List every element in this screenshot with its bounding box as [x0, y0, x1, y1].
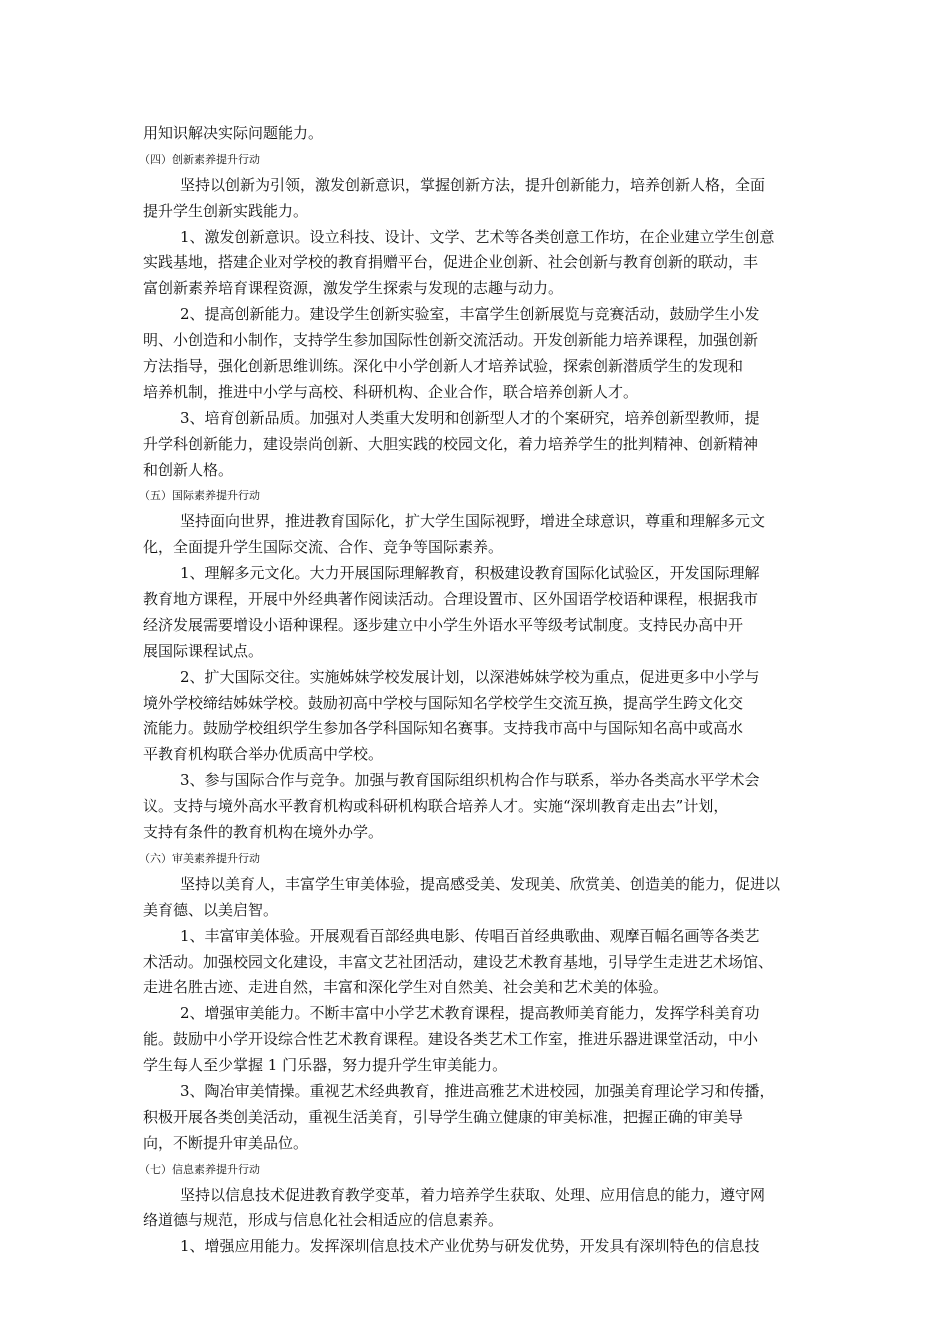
paragraph-first-line: 坚持以美育人，丰富学生审美体验，提高感受美、发现美、欣赏美、创造美的能力，促进以: [180, 874, 781, 893]
paragraph-first-line: 3、参与国际合作与竞争。加强与教育国际组织机构合作与联系，举办各类高水平学术会: [180, 771, 760, 790]
paragraph-first-line: 2、增强审美能力。不断丰富中小学艺术教育课程，提高教师美育能力，发挥学科美育功: [180, 1004, 760, 1023]
text-line: 提升学生创新实践能力。: [143, 201, 309, 220]
text-line: 走进名胜古迹、走进自然，丰富和深化学生对自然美、社会美和艺术美的体验。: [143, 978, 669, 997]
text-line: 支持有条件的教育机构在境外办学。: [143, 823, 384, 842]
section-heading: （五）国际素养提升行动: [139, 489, 260, 503]
text-line: 教育地方课程，开展中外经典著作阅读活动。合理设置市、区外国语学校语种课程，根据我市: [143, 590, 759, 609]
text-line: 境外学校缔结姊妹学校。鼓励初高中学校与国际知名学校学生交流互换，提高学生跨文化交: [143, 693, 744, 712]
text-line: 明、小创造和小制作，支持学生参加国际性创新交流活动。开发创新能力培养课程，加强创新: [143, 331, 759, 350]
text-line: 化，全面提升学生国际交流、合作、竞争等国际素养。: [143, 538, 504, 557]
text-line: 议。支持与境外高水平教育机构或科研机构联合培养人才。实施“深圳教育走出去”计划，: [143, 797, 729, 816]
text-line: 积极开展各类创美活动，重视生活美育，引导学生确立健康的审美标准，把握正确的审美导: [143, 1107, 744, 1126]
text-line: 方法指导，强化创新思维训练。深化中小学创新人才培养试验，探索创新潜质学生的发现和: [143, 357, 744, 376]
paragraph-first-line: 1、丰富审美体验。开展观看百部经典电影、传唱百首经典歌曲、观摩百幅名画等各类艺: [180, 926, 760, 945]
text-line: 富创新素养培育课程资源，激发学生探索与发现的志趣与动力。: [143, 279, 564, 298]
paragraph-first-line: 3、培育创新品质。加强对人类重大发明和创新型人才的个案研究，培养创新型教师，提: [180, 408, 760, 427]
text-line: 升学科创新能力，建设崇尚创新、大胆实践的校园文化，着力培养学生的批判精神、创新精神: [143, 434, 759, 453]
paragraph-first-line: 坚持以创新为引领，激发创新意识，掌握创新方法，提升创新能力，培养创新人格，全面: [180, 175, 766, 194]
paragraph-first-line: 2、扩大国际交往。实施姊妹学校发展计划，以深港姊妹学校为重点，促进更多中小学与: [180, 667, 760, 686]
section-heading: （六）审美素养提升行动: [139, 851, 260, 865]
text-line: 术活动。加强校园文化建设，丰富文艺社团活动，建设艺术教育基地，引导学生走进艺术场馆、: [143, 952, 774, 971]
text-line: 和创新人格。: [143, 460, 234, 479]
paragraph-first-line: 1、理解多元文化。大力开展国际理解教育，积极建设教育国际化试验区，开发国际理解: [180, 564, 760, 583]
paragraph-first-line: 坚持面向世界，推进教育国际化，扩大学生国际视野，增进全球意识，尊重和理解多元文: [180, 512, 766, 531]
document-page: [139, 121, 811, 1260]
text-line: 用知识解决实际问题能力。: [143, 124, 324, 142]
section-heading: （四）创新素养提升行动: [139, 152, 260, 166]
text-line: 实践基地，搭建企业对学校的教育捐赠平台，促进企业创新、社会创新与教育创新的联动，丰: [143, 253, 759, 272]
text-line: 培养机制，推进中小学与高校、科研机构、企业合作，联合培养创新人才。: [143, 382, 639, 401]
paragraph-first-line: 2、提高创新能力。建设学生创新实验室，丰富学生创新展览与竞赛活动，鼓励学生小发: [180, 305, 760, 324]
text-line: 学生每人至少掌握 1 门乐器，努力提升学生审美能力。: [143, 1056, 508, 1075]
text-line: 络道德与规范，形成与信息化社会相适应的信息素养。: [143, 1211, 504, 1230]
section-heading: （七）信息素养提升行动: [139, 1162, 260, 1176]
paragraph-first-line: 1、激发创新意识。设立科技、设计、文学、艺术等各类创意工作坊，在企业建立学生创意: [180, 227, 775, 246]
paragraph-first-line: 3、陶冶审美情操。重视艺术经典教育，推进高雅艺术进校园，加强美育理论学习和传播，: [180, 1081, 775, 1100]
text-line: 经济发展需要增设小语种课程。逐步建立中小学生外语水平等级考试制度。支持民办高中开: [143, 615, 744, 634]
text-line: 美育德、以美启智。: [143, 900, 279, 919]
text-line: 能。鼓励中小学开设综合性艺术教育课程。建设各类艺术工作室，推进乐器进课堂活动，中小: [143, 1030, 759, 1049]
paragraph-first-line: 坚持以信息技术促进教育教学变革，着力培养学生获取、处理、应用信息的能力，遵守网: [180, 1185, 766, 1204]
text-line: 流能力。鼓励学校组织学生参加各学科国际知名赛事。支持我市高中与国际知名高中或高水: [143, 719, 744, 738]
text-line: 展国际课程试点。: [143, 641, 264, 660]
text-line: 平教育机构联合举办优质高中学校。: [143, 745, 384, 764]
paragraph-first-line: 1、增强应用能力。发挥深圳信息技术产业优势与研发优势，开发具有深圳特色的信息技: [180, 1237, 760, 1256]
text-line: 向，不断提升审美品位。: [143, 1133, 309, 1152]
